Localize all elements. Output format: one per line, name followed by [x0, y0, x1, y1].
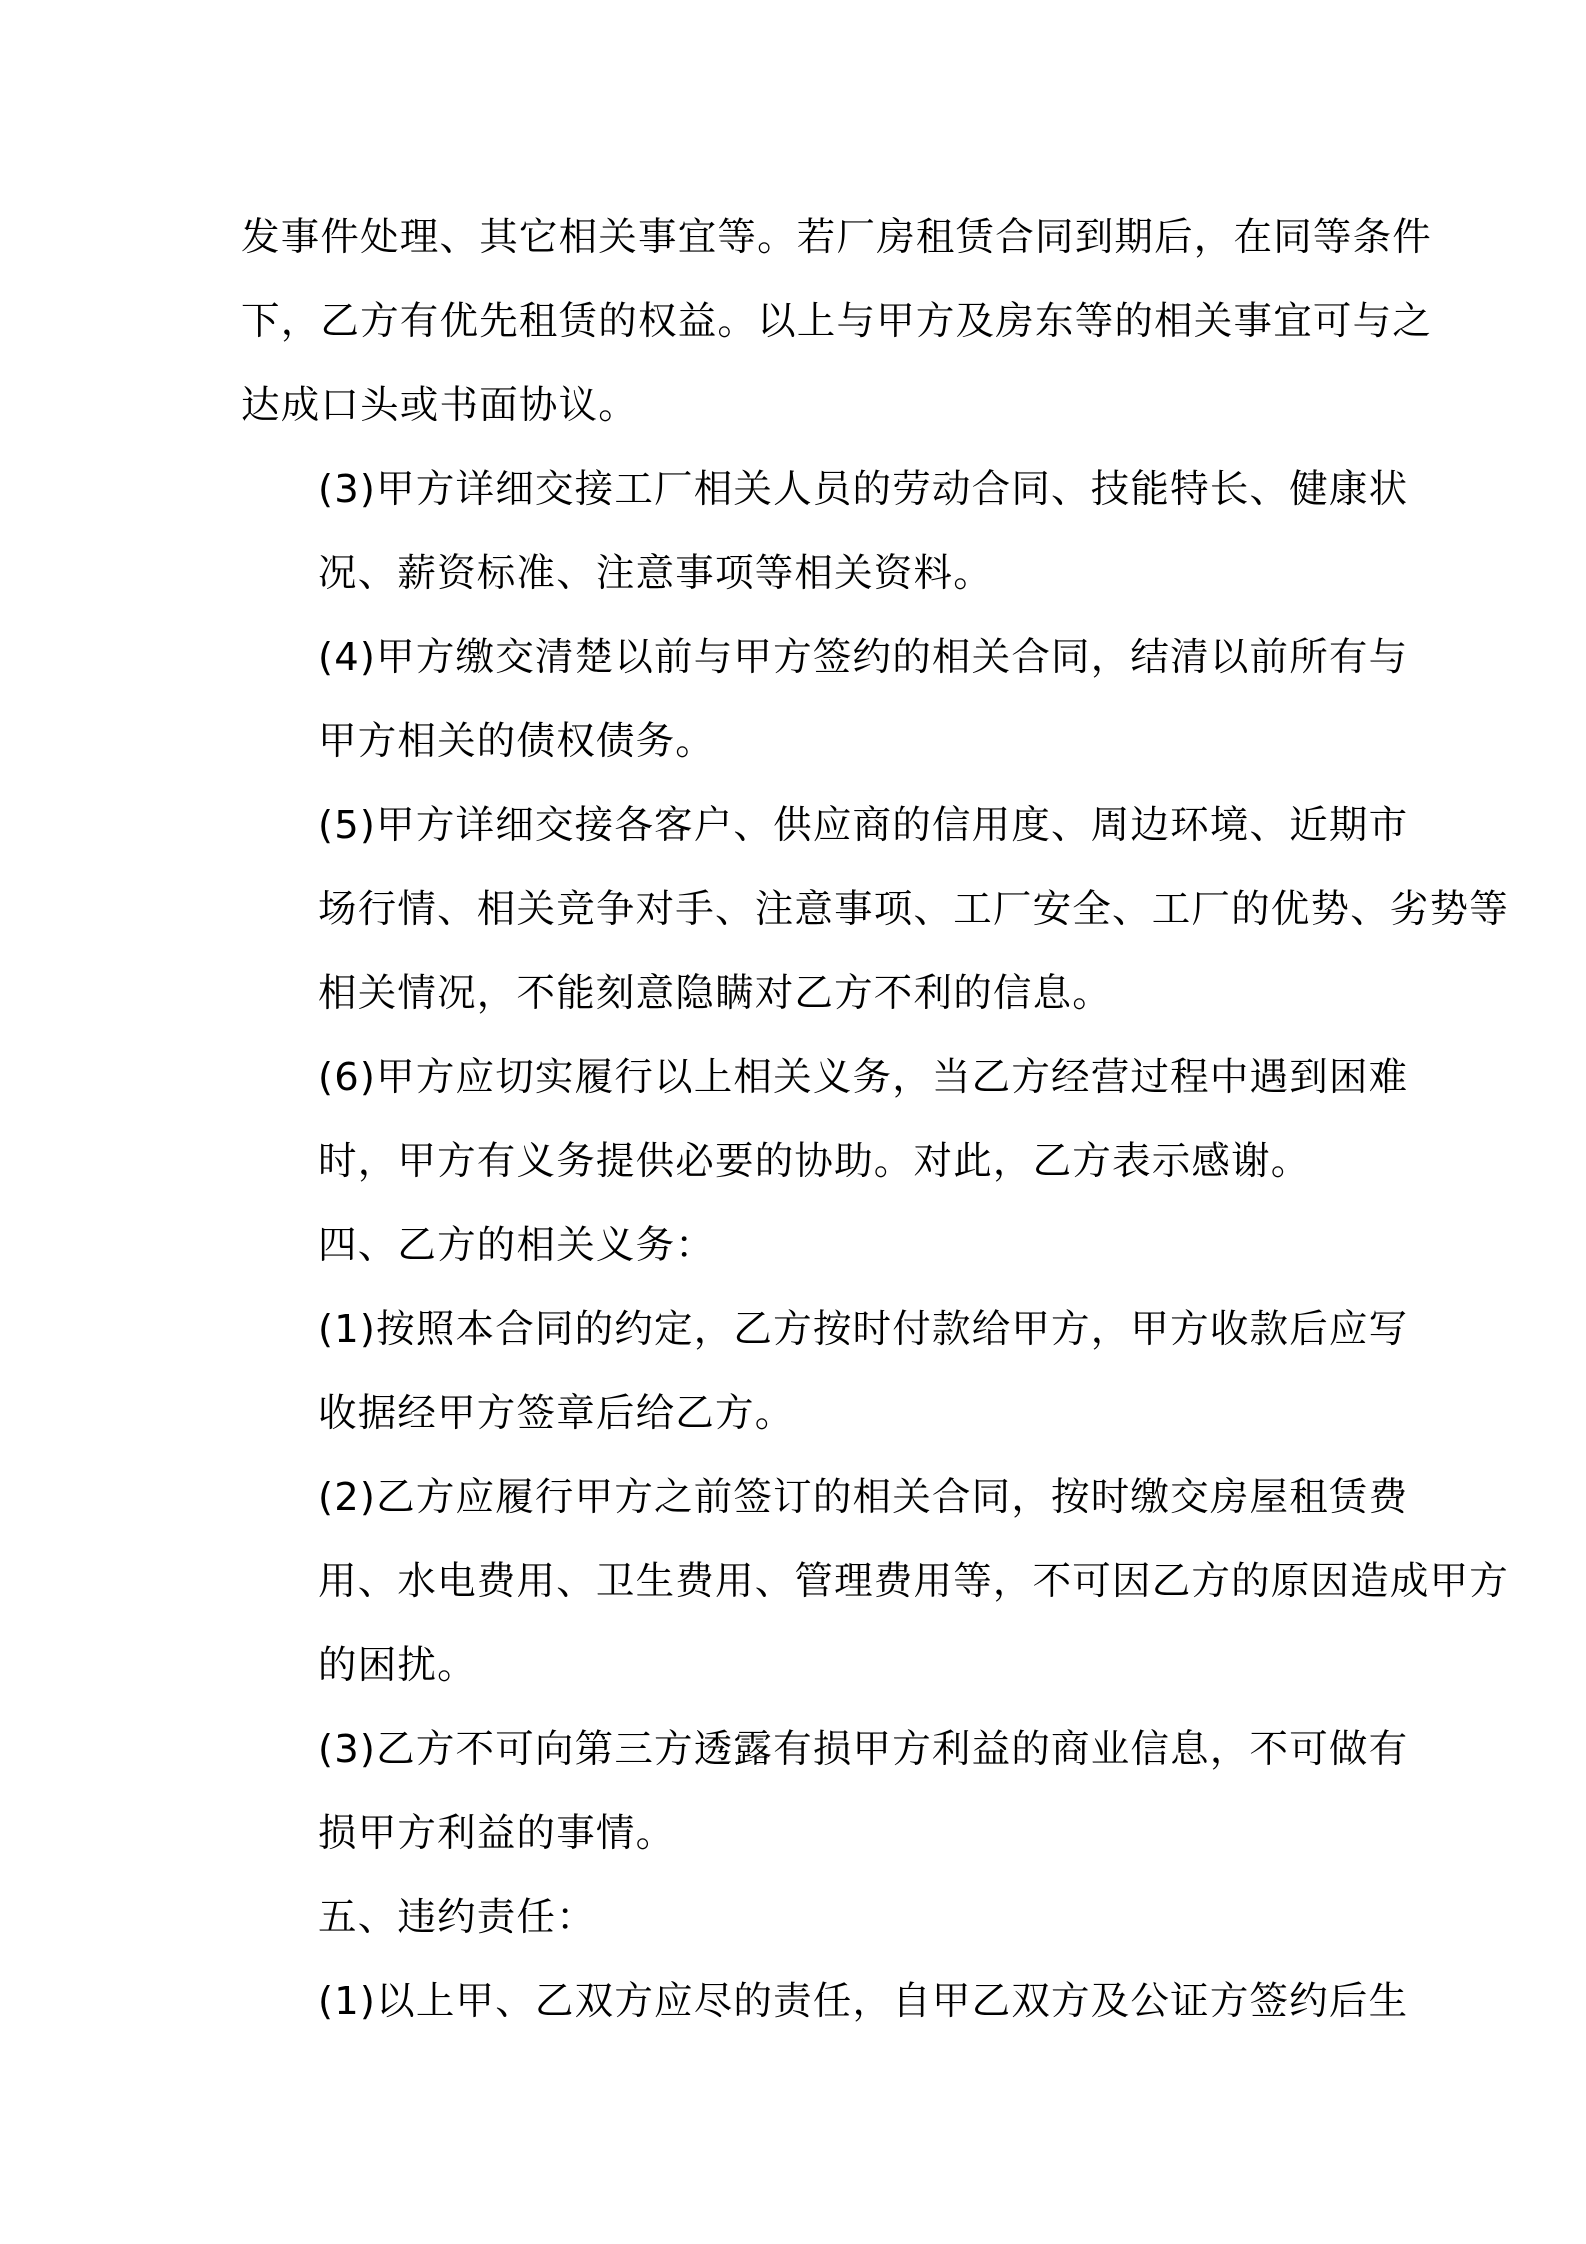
paragraph-line: 收据经甲方签章后给乙方。	[318, 1391, 795, 1436]
paragraph-line: (4)甲方缴交清楚以前与甲方签约的相关合同，结清以前所有与	[318, 635, 1409, 680]
paragraph-line: 相关情况，不能刻意隐瞒对乙方不利的信息。	[318, 971, 1113, 1016]
paragraph-3	[241, 616, 1409, 784]
paragraph-line: 损甲方利益的事情。	[318, 1811, 676, 1856]
paragraph-2	[241, 448, 1409, 616]
document-page	[241, 196, 1510, 2044]
paragraph-11	[241, 1960, 1409, 2044]
section-heading-4	[241, 1204, 1353, 1288]
paragraph-4	[241, 784, 1510, 1036]
paragraph-8	[241, 1456, 1510, 1708]
paragraph-line: (1)按照本合同的约定，乙方按时付款给甲方，甲方收款后应写	[318, 1307, 1409, 1352]
section-title-line: 五、违约责任：	[318, 1895, 596, 1940]
paragraph-line: 况、薪资标准、注意事项等相关资料。	[318, 551, 993, 596]
paragraph-9	[241, 1708, 1409, 1876]
paragraph-line: 用、水电费用、卫生费用、管理费用等，不可因乙方的原因造成甲方	[318, 1559, 1510, 1604]
section-title-line: 四、乙方的相关义务：	[318, 1223, 716, 1268]
paragraph-1	[241, 196, 1433, 448]
paragraph-line: 甲方相关的债权债务。	[318, 719, 716, 764]
paragraph-line: (3)甲方详细交接工厂相关人员的劳动合同、技能特长、健康状	[318, 467, 1409, 512]
paragraph-line: 的困扰。	[318, 1643, 477, 1688]
paragraph-line: (1)以上甲、乙双方应尽的责任，自甲乙双方及公证方签约后生	[318, 1979, 1409, 2024]
paragraph-line: (3)乙方不可向第三方透露有损甲方利益的商业信息，不可做有	[318, 1727, 1409, 1772]
paragraph-line: (5)甲方详细交接各客户、供应商的信用度、周边环境、近期市	[318, 803, 1409, 848]
paragraph-line: 场行情、相关竞争对手、注意事项、工厂安全、工厂的优势、劣势等	[318, 887, 1510, 932]
paragraph-5	[241, 1036, 1409, 1204]
paragraph-line: 时，甲方有义务提供必要的协助。对此，乙方表示感谢。	[318, 1139, 1311, 1184]
paragraph-line: 达成口头或书面协议。	[241, 383, 639, 428]
paragraph-line: (6)甲方应切实履行以上相关义务，当乙方经营过程中遇到困难	[318, 1055, 1409, 1100]
paragraph-line: 下，乙方有优先租赁的权益。以上与甲方及房东等的相关事宜可与之	[241, 299, 1433, 344]
section-heading-5	[241, 1876, 1353, 1960]
paragraph-line: 发事件处理、其它相关事宜等。若厂房租赁合同到期后，在同等条件	[241, 215, 1433, 260]
paragraph-7	[241, 1288, 1409, 1456]
paragraph-line: (2)乙方应履行甲方之前签订的相关合同，按时缴交房屋租赁费	[318, 1475, 1409, 1520]
